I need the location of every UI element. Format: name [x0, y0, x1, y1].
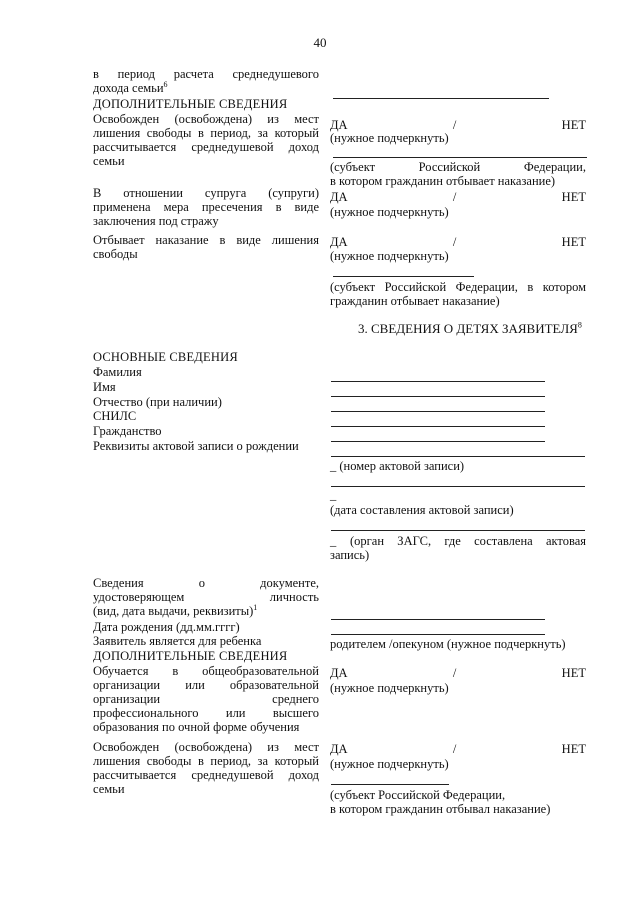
released-yes-no-children[interactable] — [330, 742, 586, 756]
subject-input-line-1[interactable] — [333, 157, 587, 158]
underline-note: (нужное подчеркнуть) — [330, 131, 449, 145]
subject-note-a: (субъект Российской Федерации, в котором гражданин отбывает наказание) — [330, 160, 586, 188]
custody-question: В отношении супруга (супруги) применена мера пресечения в виде заключения под стражу — [93, 186, 319, 228]
additional-info-heading-children: ДОПОЛНИТЕЛЬНЫЕ СВЕДЕНИЯ — [93, 649, 288, 663]
record-date-input-line[interactable] — [331, 486, 585, 487]
field-snils-label: СНИЛС — [93, 409, 137, 423]
underline-note: (нужное подчеркнуть) — [330, 205, 449, 219]
surname-input-line[interactable] — [331, 381, 545, 382]
record-date-note: (дата составления актовой записи) — [330, 503, 514, 517]
yes-option[interactable]: ДА — [330, 235, 348, 249]
released-yes-no[interactable] — [330, 118, 586, 132]
slash-separator: / — [452, 742, 457, 756]
yes-option[interactable]: ДА — [330, 742, 348, 756]
slash-separator: / — [452, 190, 457, 204]
yes-option[interactable]: ДА — [330, 118, 348, 132]
dash-mark: _ — [330, 488, 337, 502]
birth-date-input-line[interactable] — [331, 634, 545, 635]
field-birth-record-label: Реквизиты актовой записи о рождении — [93, 439, 299, 453]
study-yes-no[interactable] — [330, 666, 586, 680]
parent-guardian-choice[interactable]: родителем /опекуном (нужное подчеркнуть) — [330, 637, 566, 651]
section-3-title: 3. СВЕДЕНИЯ О ДЕТЯХ ЗАЯВИТЕЛЯ$^8$ — [358, 320, 582, 336]
period-label: в период расчета среднедушевого дохода семьи$^6$ — [93, 67, 319, 95]
registry-office-note: _ (орган ЗАГС, где составлена актовая запись) — [330, 534, 586, 562]
no-option[interactable]: НЕТ — [561, 742, 586, 756]
underline-note: (нужное подчеркнуть) — [330, 681, 449, 695]
yes-option[interactable]: ДА — [330, 190, 348, 204]
study-question: Обучается в общеобразовательной организации или образовательной организации среднего профессионального или высшего образования по очной форме обучения — [93, 664, 319, 734]
id-document-input-line[interactable] — [331, 619, 545, 620]
slash-separator: / — [452, 666, 457, 680]
birth-date-label: Дата рождения (дд.мм.гггг) — [93, 620, 240, 634]
field-name-label: Имя — [93, 380, 116, 394]
subject-input-line-3[interactable] — [331, 784, 449, 785]
subject-note-c: (субъект Российской Федерации, в котором гражданин отбывал наказание) — [330, 788, 551, 816]
serving-yes-no[interactable] — [330, 235, 586, 249]
record-number-input-line[interactable] — [331, 456, 585, 457]
custody-yes-no[interactable] — [330, 190, 586, 204]
subject-input-line-2[interactable] — [333, 276, 474, 277]
underline-note: (нужное подчеркнуть) — [330, 757, 449, 771]
no-option[interactable]: НЕТ — [561, 666, 586, 680]
yes-option[interactable]: ДА — [330, 666, 348, 680]
no-option[interactable]: НЕТ — [561, 118, 586, 132]
serving-question: Отбывает наказание в виде лишения свободы — [93, 233, 319, 261]
patronymic-input-line[interactable] — [331, 411, 545, 412]
slash-separator: / — [452, 118, 457, 132]
citizenship-input-line[interactable] — [331, 441, 545, 442]
field-patronymic-label: Отчество (при наличии) — [93, 395, 222, 409]
underline-note: (нужное подчеркнуть) — [330, 249, 449, 263]
released-question: Освобожден (освобождена) из мест лишения свободы в период, за который рассчитывается среднедушевой доход семьи — [93, 112, 319, 168]
released-question-children: Освобожден (освобождена) из мест лишения свободы в период, за который рассчитывается среднедушевой доход семьи — [93, 740, 319, 796]
field-surname-label: Фамилия — [93, 365, 142, 379]
name-input-line[interactable] — [331, 396, 545, 397]
slash-separator: / — [452, 235, 457, 249]
applicant-is-label: Заявитель является для ребенка — [93, 634, 262, 648]
id-document-label: Сведения о документе, удостоверяющем личность (вид, дата выдачи, реквизиты)$^1$ — [93, 576, 319, 618]
page-number: 40 — [313, 35, 327, 50]
no-option[interactable]: НЕТ — [561, 190, 586, 204]
basic-info-heading: ОСНОВНЫЕ СВЕДЕНИЯ — [93, 350, 238, 364]
record-number-note: _ (номер актовой записи) — [330, 459, 465, 473]
no-option[interactable]: НЕТ — [561, 235, 586, 249]
subject-note-b: (субъект Российской Федерации, в котором гражданин отбывает наказание) — [330, 280, 586, 308]
snils-input-line[interactable] — [331, 426, 545, 427]
additional-info-heading: ДОПОЛНИТЕЛЬНЫЕ СВЕДЕНИЯ — [93, 97, 288, 111]
registry-office-input-line[interactable] — [331, 530, 585, 531]
field-citizenship-label: Гражданство — [93, 424, 162, 438]
period-income-input-line[interactable] — [333, 98, 549, 99]
